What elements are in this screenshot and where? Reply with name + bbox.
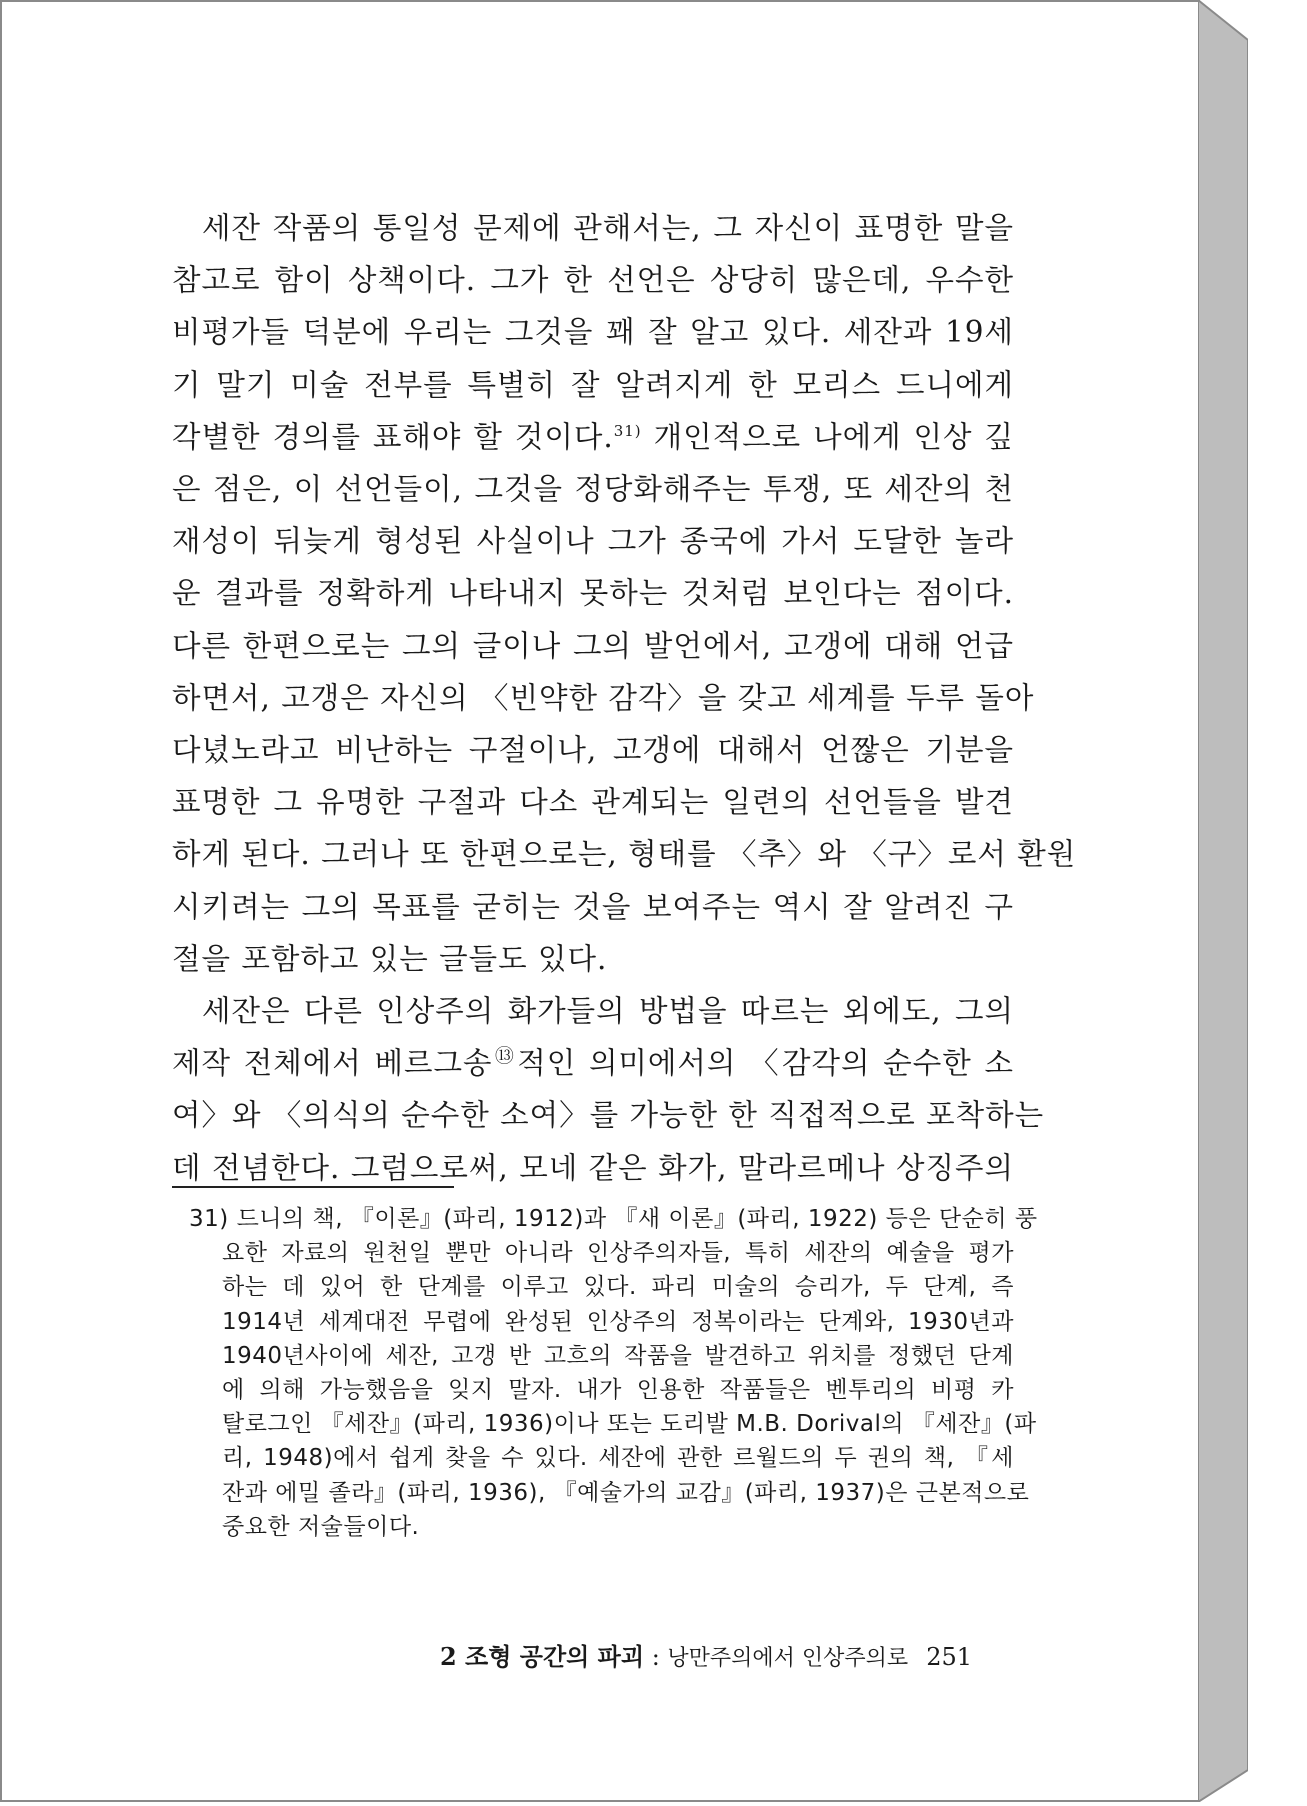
footnote-divider xyxy=(172,1186,454,1188)
footnote-line: 요한 자료의 원천일 뿐만 아니라 인상주의자들, 특히 세잔의 예술을 평가 xyxy=(222,1240,1014,1267)
text-line-with-annotation-mark xyxy=(172,1037,1014,1089)
text-segment: 드니의 책, 『이론』(파리, 1912)과 『새 이론』(파리, 1922) 등은 단순히 풍 xyxy=(236,1206,1038,1232)
footnote-line: 탈로그인 『세잔』(파리, 1936)이나 또는 도리발 M.B. Dorival의 『세잔』(파 xyxy=(222,1411,1037,1438)
body-paragraph-2 xyxy=(172,985,1045,1194)
spine-shape xyxy=(1198,0,1248,1802)
text-line: 세잔 작품의 통일성 문제에 관해서는, 그 자신이 표명한 말을 xyxy=(202,211,1014,245)
text-line: 다른 한편으로는 그의 글이나 그의 발언에서, 고갱에 대해 언급 xyxy=(172,628,1014,663)
annotation-mark: ⑬ xyxy=(492,1045,518,1068)
footnote-line: 잔과 에밀 졸라』(파리, 1936), 『예술가의 교감』(파리, 1937)은 근본적으로 xyxy=(222,1479,1030,1506)
text-line: 시키려는 그의 목표를 굳히는 것을 보여주는 역시 잘 알려진 구 xyxy=(172,889,1014,924)
text-segment: 적인 의미에서의 〈감각의 순수한 소 xyxy=(517,1046,1014,1081)
footnote-line: 1914년 세계대전 무렵에 완성된 인상주의 정복이라는 단계와, 1930년과 xyxy=(222,1308,1014,1335)
text-line: 기 말기 미술 전부를 특별히 잘 알려지게 한 모리스 드니에게 xyxy=(172,367,1014,402)
footnote-line: 에 의해 가능했음을 잊지 말자. 내가 인용한 작품들은 벤투리의 비평 카 xyxy=(222,1377,1014,1404)
text-segment: 개인적으로 나에게 인상 깊 xyxy=(641,419,1014,454)
chapter-title: 2 조형 공간의 파괴 xyxy=(440,1642,645,1671)
footnote-line: 하는 데 있어 한 단계를 이루고 있다. 파리 미술의 승리가, 두 단계, 즉 xyxy=(222,1274,1014,1301)
footnote-line xyxy=(189,1202,1038,1236)
text-segment: 제작 전체에서 베르그송 xyxy=(172,1046,493,1081)
running-footer xyxy=(440,1637,972,1672)
footnote-31 xyxy=(189,1202,1038,1544)
text-line: 다녔노라고 비난하는 구절이나, 고갱에 대해서 언짢은 기분을 xyxy=(172,733,1014,768)
text-line: 표명한 그 유명한 구절과 다소 관계되는 일련의 선언들을 발견 xyxy=(172,785,1014,820)
footnote-line: 중요한 저술들이다. xyxy=(222,1513,420,1540)
footer-separator: : xyxy=(644,1643,668,1671)
footnote-number: 31) xyxy=(189,1206,229,1232)
chapter-subtitle: 낭만주의에서 인상주의로 xyxy=(667,1646,909,1671)
text-line-with-footnote-ref xyxy=(172,411,1014,463)
text-line: 참고로 함이 상책이다. 그가 한 선언은 상당히 많은데, 우수한 xyxy=(172,263,1014,298)
text-line: 하면서, 고갱은 자신의 〈빈약한 감각〉을 갖고 세계를 두루 돌아 xyxy=(172,680,1035,715)
text-line: 데 전념한다. 그럼으로써, 모네 같은 화가, 말라르메나 상징주의 xyxy=(172,1150,1014,1185)
footnote-reference: 31) xyxy=(613,421,642,440)
text-line: 재성이 뒤늦게 형성된 사실이나 그가 종국에 가서 도달한 놀라 xyxy=(172,524,1014,559)
book-spine-shadow xyxy=(1198,0,1248,1802)
page-number: 251 xyxy=(926,1643,972,1671)
text-line: 비평가들 덕분에 우리는 그것을 꽤 잘 알고 있다. 세잔과 19세 xyxy=(172,315,1014,350)
text-line: 운 결과를 정확하게 나타내지 못하는 것처럼 보인다는 점이다. xyxy=(172,576,1014,611)
text-line: 은 점은, 이 선언들이, 그것을 정당화해주는 투쟁, 또 세잔의 천 xyxy=(172,472,1014,507)
text-line: 절을 포함하고 있는 글들도 있다. xyxy=(172,941,608,976)
body-paragraph-1 xyxy=(172,202,1077,985)
footnote-line: 1940년사이에 세잔, 고갱 반 고흐의 작품을 발견하고 위치를 정했던 단계 xyxy=(222,1342,1014,1369)
text-segment: 각별한 경의를 표해야 할 것이다. xyxy=(172,419,614,454)
footnote-line: 리, 1948)에서 쉽게 찾을 수 있다. 세잔에 관한 르월드의 두 권의 책, 『세 xyxy=(222,1445,1014,1472)
text-line: 여〉와 〈의식의 순수한 소여〉를 가능한 한 직접적으로 포착하는 xyxy=(172,1098,1045,1133)
text-line: 세잔은 다른 인상주의 화가들의 방법을 따르는 외에도, 그의 xyxy=(202,994,1014,1028)
text-line: 하게 된다. 그러나 또 한편으로는, 형태를 〈추〉와 〈구〉로서 환원 xyxy=(172,837,1077,872)
